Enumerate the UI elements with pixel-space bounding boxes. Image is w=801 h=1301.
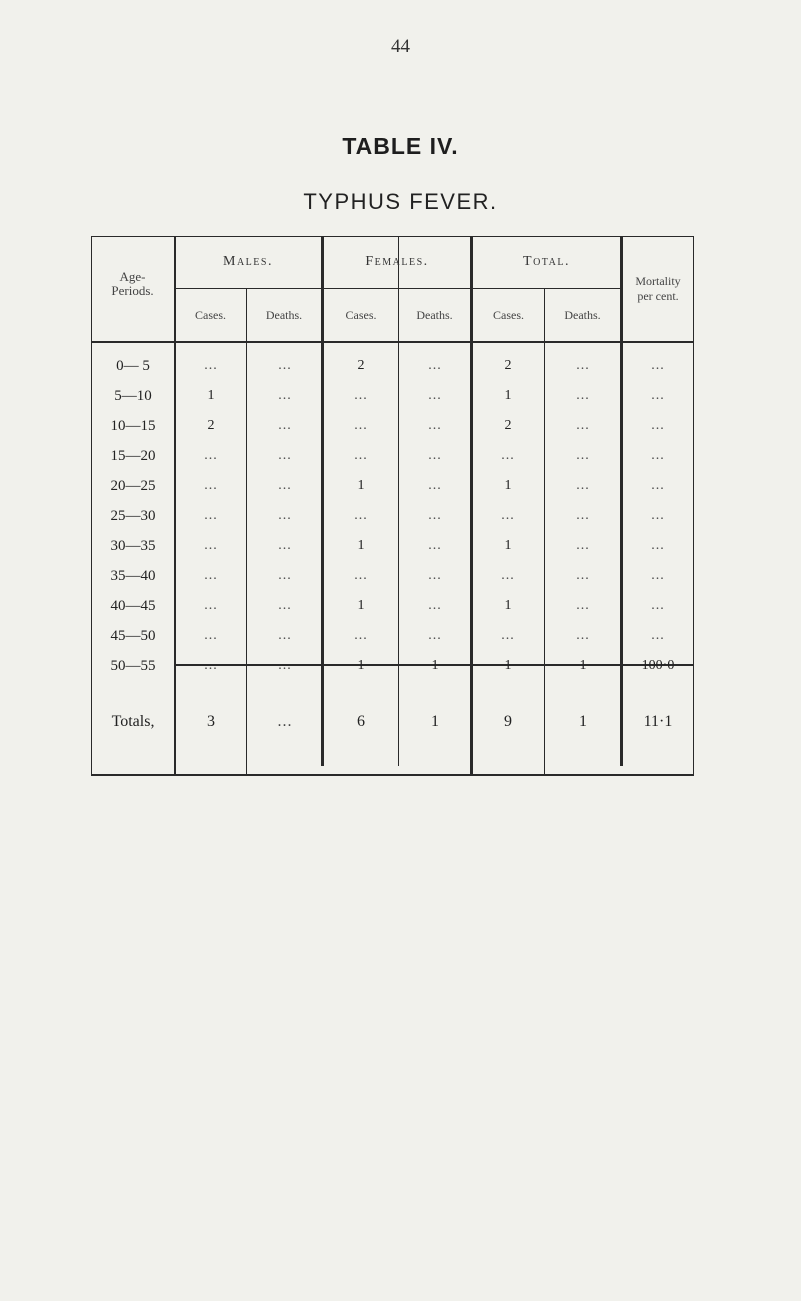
table-cell: ... <box>278 568 292 583</box>
table-cell: 1 <box>504 658 512 673</box>
table-cell: ... <box>651 538 665 553</box>
table-cell: 2 <box>207 418 215 433</box>
table-cell: ... <box>501 568 515 583</box>
table-cell: ... <box>428 448 442 463</box>
table-cell: ... <box>204 358 218 373</box>
mortality-header: Mortality per cent. <box>635 274 681 303</box>
total-deaths-header: Deaths. <box>564 308 601 322</box>
table-cell: ... <box>204 658 218 673</box>
table-cell: ... <box>428 598 442 613</box>
table-cell: 1 <box>357 538 365 553</box>
table-cell: ... <box>278 418 292 433</box>
table-cell: ... <box>651 448 665 463</box>
table-cell: ... <box>428 388 442 403</box>
table-cell: ... <box>651 628 665 643</box>
totals-label: Totals, <box>111 713 155 730</box>
totals-cell: 1 <box>579 713 587 730</box>
table-cell: ... <box>651 568 665 583</box>
table-cell: ... <box>204 448 218 463</box>
age-period-label: 5—10 <box>114 388 152 404</box>
table-cell: ... <box>651 478 665 493</box>
table-cell: ... <box>354 388 368 403</box>
table-cell: ... <box>278 628 292 643</box>
age-period-label: 40—45 <box>110 598 156 614</box>
table-cell: ... <box>576 358 590 373</box>
typhus-fever-table <box>91 236 694 776</box>
totals-cell: ... <box>277 713 293 730</box>
table-cell: 1 <box>579 658 587 673</box>
males-header: Males. <box>223 254 273 269</box>
table-cell: 2 <box>357 358 365 373</box>
total-header: Total. <box>523 254 570 269</box>
table-cell: ... <box>354 568 368 583</box>
table-cell: ... <box>278 508 292 523</box>
page-number: 44 <box>391 36 410 57</box>
table-cell: ... <box>278 478 292 493</box>
table-cell: ... <box>428 478 442 493</box>
table-cell: 1 <box>207 388 215 403</box>
age-period-label: 45—50 <box>110 628 156 644</box>
table-cell: ... <box>651 598 665 613</box>
table-cell: ... <box>354 418 368 433</box>
table-title: TABLE IV. <box>342 133 459 159</box>
table-cell: 100·0 <box>641 658 675 673</box>
males-cases-header: Cases. <box>195 308 226 322</box>
table-cell: 1 <box>504 538 512 553</box>
table-cell: ... <box>278 658 292 673</box>
table-cell: ... <box>501 448 515 463</box>
table-cell: ... <box>428 508 442 523</box>
table-cell: ... <box>501 628 515 643</box>
females-deaths-header: Deaths. <box>416 308 453 322</box>
table-cell: ... <box>354 628 368 643</box>
table-cell: ... <box>428 538 442 553</box>
table-cell: ... <box>651 388 665 403</box>
table-cell: 2 <box>504 418 512 433</box>
age-period-label: 50—55 <box>110 658 156 674</box>
table-rule <box>91 774 694 776</box>
table-rule <box>91 341 694 343</box>
table-rule <box>91 236 92 776</box>
table-cell: ... <box>651 418 665 433</box>
totals-cell: 9 <box>504 713 512 730</box>
age-period-label: 30—35 <box>110 538 156 554</box>
totals-cell: 6 <box>357 713 365 730</box>
table-cell: ... <box>204 538 218 553</box>
table-cell: ... <box>576 538 590 553</box>
females-cases-header: Cases. <box>345 308 377 322</box>
table-cell: 1 <box>357 598 365 613</box>
table-cell: ... <box>354 448 368 463</box>
table-cell: ... <box>278 598 292 613</box>
table-cell: ... <box>204 628 218 643</box>
table-cell: 1 <box>431 658 439 673</box>
age-period-label: 10—15 <box>110 418 156 434</box>
table-cell: ... <box>576 628 590 643</box>
age-period-label: 35—40 <box>110 568 156 584</box>
table-cell: ... <box>651 358 665 373</box>
table-cell: ... <box>354 508 368 523</box>
age-periods-header: Age- Periods. <box>111 269 154 298</box>
table-cell: ... <box>278 538 292 553</box>
females-header: Females. <box>365 254 429 269</box>
males-deaths-header: Deaths. <box>265 308 303 322</box>
table-cell: ... <box>576 388 590 403</box>
table-cell: ... <box>651 508 665 523</box>
table-cell: ... <box>428 628 442 643</box>
table-rule <box>693 236 694 776</box>
table-cell: 1 <box>504 478 512 493</box>
table-cell: 2 <box>504 358 512 373</box>
table-rule <box>91 236 694 237</box>
totals-cell: 3 <box>207 713 215 730</box>
table-cell: ... <box>428 418 442 433</box>
table-cell: ... <box>204 508 218 523</box>
table-cell: 1 <box>357 658 365 673</box>
table-cell: ... <box>278 448 292 463</box>
table-cell: ... <box>428 568 442 583</box>
table-cell: ... <box>204 478 218 493</box>
table-cell: ... <box>428 358 442 373</box>
age-period-label: 20—25 <box>110 478 156 494</box>
age-period-label: 15—20 <box>110 448 156 464</box>
table-cell: 1 <box>357 478 365 493</box>
table-cell: 1 <box>504 598 512 613</box>
table-cell: ... <box>501 508 515 523</box>
table-cell: ... <box>278 358 292 373</box>
table-cell: ... <box>204 598 218 613</box>
age-period-label: 0— 5 <box>116 358 150 374</box>
table-cell: ... <box>204 568 218 583</box>
table-cell: ... <box>576 598 590 613</box>
table-cell: ... <box>278 388 292 403</box>
table-cell: ... <box>576 418 590 433</box>
table-cell: ... <box>576 448 590 463</box>
totals-cell: 1 <box>431 713 439 730</box>
table-cell: ... <box>576 478 590 493</box>
table-rule <box>620 236 623 766</box>
totals-cell: 11·1 <box>643 713 673 730</box>
total-cases-header: Cases. <box>493 308 524 322</box>
table-rule <box>175 288 621 289</box>
table-cell: ... <box>576 568 590 583</box>
table-cell: 1 <box>504 388 512 403</box>
age-period-label: 25—30 <box>110 508 156 524</box>
table-subtitle: TYPHUS FEVER. <box>303 189 498 214</box>
table-cell: ... <box>576 508 590 523</box>
